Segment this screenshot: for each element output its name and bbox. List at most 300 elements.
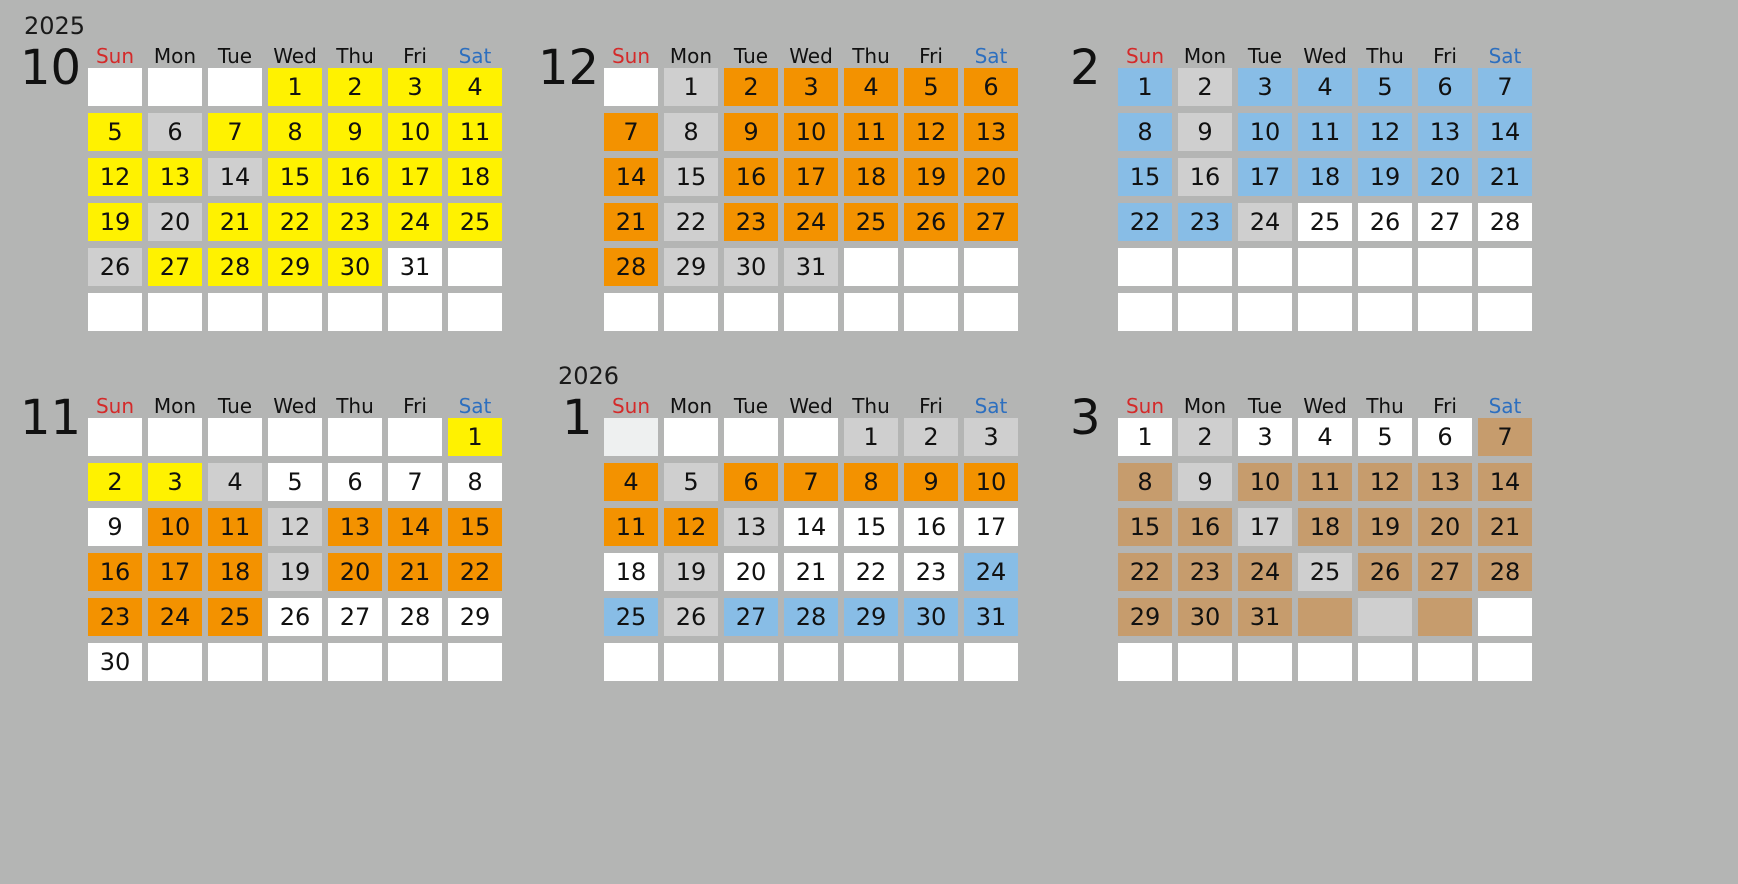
day-cell: 15 — [1118, 158, 1172, 196]
day-cell: 19 — [1358, 508, 1412, 546]
day-cell: 23 — [88, 598, 142, 636]
day-cell: 2 — [1178, 418, 1232, 456]
day-cell: 13 — [964, 113, 1018, 151]
empty-day-cell — [1118, 643, 1172, 681]
empty-day-cell — [964, 293, 1018, 331]
day-cell: 10 — [388, 113, 442, 151]
day-cell: 19 — [904, 158, 958, 196]
weekday-label-wed: Wed — [789, 44, 833, 68]
day-cell: 19 — [1358, 158, 1412, 196]
weekday-label-wed: Wed — [789, 394, 833, 418]
weekday-label-thu: Thu — [852, 394, 890, 418]
empty-day-cell — [1358, 248, 1412, 286]
empty-day-cell — [88, 68, 142, 106]
day-cell: 4 — [604, 463, 658, 501]
day-cell: 17 — [388, 158, 442, 196]
day-cell: 24 — [1238, 553, 1292, 591]
day-cell: 8 — [664, 113, 718, 151]
day-cell: 17 — [1238, 158, 1292, 196]
day-cell: 20 — [328, 553, 382, 591]
empty-day-cell — [904, 293, 958, 331]
weekday-label-mon: Mon — [669, 44, 713, 68]
empty-day-cell — [1478, 293, 1532, 331]
weekday-label-wed: Wed — [1303, 394, 1347, 418]
weekday-label-fri: Fri — [919, 394, 943, 418]
day-cell: 21 — [208, 203, 262, 241]
day-cell: 4 — [1298, 418, 1352, 456]
day-cell: 26 — [1358, 203, 1412, 241]
day-cell: 17 — [1238, 508, 1292, 546]
day-cell: 12 — [1358, 463, 1412, 501]
day-cell: 25 — [448, 203, 502, 241]
empty-day-cell — [208, 293, 262, 331]
weekday-label-fri: Fri — [403, 394, 427, 418]
day-cell: 14 — [784, 508, 838, 546]
empty-day-cell — [604, 68, 658, 106]
day-cell: 18 — [844, 158, 898, 196]
day-cell: 28 — [1478, 553, 1532, 591]
day-cell: 8 — [448, 463, 502, 501]
day-cell: 3 — [964, 418, 1018, 456]
day-cell: 6 — [1418, 418, 1472, 456]
day-cell: 18 — [208, 553, 262, 591]
empty-day-cell — [604, 418, 658, 456]
weekday-label-mon: Mon — [669, 394, 713, 418]
day-cell: 20 — [724, 553, 778, 591]
day-cell: 9 — [904, 463, 958, 501]
empty-day-cell — [88, 293, 142, 331]
empty-day-cell — [388, 418, 442, 456]
day-cell: 24 — [784, 203, 838, 241]
weekday-label-tue: Tue — [1247, 394, 1283, 418]
weekday-label-sat: Sat — [1488, 394, 1522, 418]
month-number: 1 — [562, 390, 593, 446]
day-cell: 19 — [664, 553, 718, 591]
day-cell: 15 — [448, 508, 502, 546]
weekday-label-mon: Mon — [1183, 394, 1227, 418]
day-cell: 28 — [784, 598, 838, 636]
day-cell: 13 — [1418, 463, 1472, 501]
empty-day-cell — [1418, 248, 1472, 286]
weekday-label-fri: Fri — [403, 44, 427, 68]
day-cell: 23 — [1178, 203, 1232, 241]
empty-day-cell — [208, 418, 262, 456]
day-cell: 8 — [268, 113, 322, 151]
weekday-label-tue: Tue — [733, 44, 769, 68]
weekday-label-sat: Sat — [458, 44, 492, 68]
day-cell: 5 — [268, 463, 322, 501]
empty-day-cell — [844, 643, 898, 681]
empty-day-cell — [1358, 598, 1412, 636]
day-cell: 7 — [604, 113, 658, 151]
day-cell: 14 — [1478, 463, 1532, 501]
day-cell: 23 — [904, 553, 958, 591]
empty-day-cell — [448, 293, 502, 331]
empty-day-cell — [388, 643, 442, 681]
day-cell: 27 — [1418, 203, 1472, 241]
day-cell: 13 — [328, 508, 382, 546]
day-cell: 24 — [388, 203, 442, 241]
empty-day-cell — [844, 248, 898, 286]
empty-day-cell — [1238, 293, 1292, 331]
day-cell: 7 — [1478, 68, 1532, 106]
day-cell: 11 — [208, 508, 262, 546]
weekday-label-thu: Thu — [336, 44, 374, 68]
empty-day-cell — [1298, 248, 1352, 286]
day-cell: 29 — [448, 598, 502, 636]
day-cell: 24 — [964, 553, 1018, 591]
day-cell: 12 — [904, 113, 958, 151]
day-cell: 14 — [1478, 113, 1532, 151]
day-cell: 30 — [724, 248, 778, 286]
day-cell: 20 — [148, 203, 202, 241]
day-cell: 28 — [1478, 203, 1532, 241]
day-cell: 3 — [1238, 68, 1292, 106]
day-cell: 3 — [784, 68, 838, 106]
day-cell: 13 — [724, 508, 778, 546]
empty-day-cell — [604, 643, 658, 681]
day-cell: 7 — [208, 113, 262, 151]
day-cell: 16 — [88, 553, 142, 591]
weekday-label-sat: Sat — [458, 394, 492, 418]
day-cell: 15 — [664, 158, 718, 196]
day-cell: 1 — [664, 68, 718, 106]
day-cell: 25 — [1298, 553, 1352, 591]
day-cell: 18 — [1298, 508, 1352, 546]
day-cell: 15 — [844, 508, 898, 546]
day-cell: 31 — [1238, 598, 1292, 636]
weekday-label-sat: Sat — [974, 44, 1008, 68]
day-cell: 5 — [904, 68, 958, 106]
day-cell: 20 — [964, 158, 1018, 196]
day-cell: 26 — [268, 598, 322, 636]
weekday-label-fri: Fri — [919, 44, 943, 68]
day-cell: 1 — [268, 68, 322, 106]
day-cell: 30 — [904, 598, 958, 636]
weekday-label-sat: Sat — [974, 394, 1008, 418]
day-cell: 10 — [1238, 113, 1292, 151]
day-cell: 27 — [724, 598, 778, 636]
empty-day-cell — [904, 643, 958, 681]
weekday-label-fri: Fri — [1433, 44, 1457, 68]
month-number: 11 — [20, 390, 82, 446]
day-cell: 4 — [1298, 68, 1352, 106]
day-cell: 22 — [844, 553, 898, 591]
day-cell: 16 — [904, 508, 958, 546]
day-cell: 18 — [604, 553, 658, 591]
day-cell: 15 — [268, 158, 322, 196]
weekday-label-sun: Sun — [95, 44, 135, 68]
day-cell: 10 — [964, 463, 1018, 501]
day-cell: 6 — [964, 68, 1018, 106]
day-cell: 14 — [388, 508, 442, 546]
day-cell: 3 — [1238, 418, 1292, 456]
empty-day-cell — [1178, 643, 1232, 681]
day-cell: 29 — [268, 248, 322, 286]
month-number: 12 — [538, 40, 600, 96]
day-cell: 26 — [664, 598, 718, 636]
day-cell: 11 — [1298, 463, 1352, 501]
day-cell: 22 — [1118, 203, 1172, 241]
day-cell: 3 — [148, 463, 202, 501]
day-cell: 25 — [208, 598, 262, 636]
weekday-label-sun: Sun — [611, 394, 651, 418]
day-cell: 25 — [844, 203, 898, 241]
weekday-label-tue: Tue — [217, 394, 253, 418]
day-cell: 18 — [448, 158, 502, 196]
empty-day-cell — [664, 643, 718, 681]
day-cell: 13 — [1418, 113, 1472, 151]
day-cell: 5 — [1358, 418, 1412, 456]
weekday-label-wed: Wed — [273, 394, 317, 418]
empty-day-cell — [1118, 293, 1172, 331]
empty-day-cell — [844, 293, 898, 331]
day-cell: 5 — [664, 463, 718, 501]
day-cell: 21 — [1478, 508, 1532, 546]
day-cell: 18 — [1298, 158, 1352, 196]
day-cell: 27 — [148, 248, 202, 286]
day-cell: 11 — [448, 113, 502, 151]
empty-day-cell — [268, 293, 322, 331]
weekday-label-wed: Wed — [273, 44, 317, 68]
day-cell: 27 — [1418, 553, 1472, 591]
day-cell: 22 — [448, 553, 502, 591]
weekday-label-sun: Sun — [1125, 394, 1165, 418]
day-cell: 21 — [1478, 158, 1532, 196]
day-cell: 6 — [1418, 68, 1472, 106]
day-cell: 6 — [328, 463, 382, 501]
weekday-label-mon: Mon — [153, 394, 197, 418]
day-cell: 28 — [604, 248, 658, 286]
month-number: 10 — [20, 40, 82, 96]
day-cell: 15 — [1118, 508, 1172, 546]
day-cell: 8 — [1118, 463, 1172, 501]
day-cell: 17 — [964, 508, 1018, 546]
weekday-label-tue: Tue — [733, 394, 769, 418]
empty-day-cell — [208, 643, 262, 681]
day-cell: 1 — [448, 418, 502, 456]
weekday-label-fri: Fri — [1433, 394, 1457, 418]
day-cell: 9 — [328, 113, 382, 151]
empty-day-cell — [328, 293, 382, 331]
day-cell: 21 — [604, 203, 658, 241]
empty-day-cell — [388, 293, 442, 331]
day-cell: 26 — [1358, 553, 1412, 591]
day-cell: 6 — [148, 113, 202, 151]
day-cell: 27 — [328, 598, 382, 636]
weekday-label-sun: Sun — [95, 394, 135, 418]
weekday-label-thu: Thu — [852, 44, 890, 68]
empty-day-cell — [724, 293, 778, 331]
day-cell: 19 — [268, 553, 322, 591]
day-cell: 3 — [388, 68, 442, 106]
day-cell: 16 — [1178, 158, 1232, 196]
empty-day-cell — [1298, 598, 1352, 636]
empty-day-cell — [328, 418, 382, 456]
day-cell: 19 — [88, 203, 142, 241]
day-cell: 16 — [724, 158, 778, 196]
empty-day-cell — [1178, 248, 1232, 286]
weekday-label-mon: Mon — [153, 44, 197, 68]
empty-day-cell — [904, 248, 958, 286]
day-cell: 22 — [268, 203, 322, 241]
day-cell: 6 — [724, 463, 778, 501]
empty-day-cell — [268, 418, 322, 456]
day-cell: 2 — [724, 68, 778, 106]
empty-day-cell — [724, 643, 778, 681]
weekday-label-sun: Sun — [1125, 44, 1165, 68]
day-cell: 26 — [904, 203, 958, 241]
day-cell: 22 — [664, 203, 718, 241]
day-cell: 30 — [1178, 598, 1232, 636]
empty-day-cell — [1238, 643, 1292, 681]
day-cell: 30 — [328, 248, 382, 286]
day-cell: 29 — [844, 598, 898, 636]
empty-day-cell — [1478, 598, 1532, 636]
empty-day-cell — [604, 293, 658, 331]
day-cell: 9 — [88, 508, 142, 546]
day-cell: 1 — [844, 418, 898, 456]
empty-day-cell — [1358, 643, 1412, 681]
empty-day-cell — [208, 68, 262, 106]
day-cell: 11 — [1298, 113, 1352, 151]
empty-day-cell — [964, 248, 1018, 286]
day-cell: 2 — [328, 68, 382, 106]
empty-day-cell — [664, 293, 718, 331]
empty-day-cell — [1298, 643, 1352, 681]
year-label-2026: 2026 — [558, 362, 620, 390]
empty-day-cell — [964, 643, 1018, 681]
day-cell: 21 — [784, 553, 838, 591]
weekday-label-thu: Thu — [1366, 394, 1404, 418]
day-cell: 22 — [1118, 553, 1172, 591]
weekday-label-tue: Tue — [217, 44, 253, 68]
day-cell: 10 — [784, 113, 838, 151]
day-cell: 4 — [844, 68, 898, 106]
empty-day-cell — [1418, 293, 1472, 331]
day-cell: 31 — [964, 598, 1018, 636]
weekday-label-mon: Mon — [1183, 44, 1227, 68]
empty-day-cell — [88, 418, 142, 456]
empty-day-cell — [784, 418, 838, 456]
day-cell: 17 — [784, 158, 838, 196]
day-cell: 21 — [388, 553, 442, 591]
day-cell: 12 — [88, 158, 142, 196]
day-cell: 9 — [1178, 113, 1232, 151]
day-cell: 31 — [784, 248, 838, 286]
empty-day-cell — [1418, 643, 1472, 681]
day-cell: 27 — [964, 203, 1018, 241]
day-cell: 20 — [1418, 508, 1472, 546]
day-cell: 14 — [604, 158, 658, 196]
day-cell: 13 — [148, 158, 202, 196]
day-cell: 31 — [388, 248, 442, 286]
empty-day-cell — [1358, 293, 1412, 331]
empty-day-cell — [448, 643, 502, 681]
day-cell: 12 — [664, 508, 718, 546]
day-cell: 8 — [844, 463, 898, 501]
empty-day-cell — [148, 293, 202, 331]
day-cell: 24 — [1238, 203, 1292, 241]
day-cell: 7 — [388, 463, 442, 501]
day-cell: 5 — [1358, 68, 1412, 106]
day-cell: 23 — [328, 203, 382, 241]
day-cell: 14 — [208, 158, 262, 196]
day-cell: 30 — [88, 643, 142, 681]
day-cell: 2 — [88, 463, 142, 501]
empty-day-cell — [784, 643, 838, 681]
empty-day-cell — [268, 643, 322, 681]
day-cell: 10 — [148, 508, 202, 546]
empty-day-cell — [1118, 248, 1172, 286]
empty-day-cell — [1298, 293, 1352, 331]
empty-day-cell — [664, 418, 718, 456]
day-cell: 11 — [844, 113, 898, 151]
day-cell: 8 — [1118, 113, 1172, 151]
day-cell: 20 — [1418, 158, 1472, 196]
year-label-2025: 2025 — [24, 12, 86, 40]
day-cell: 7 — [1478, 418, 1532, 456]
empty-day-cell — [1478, 248, 1532, 286]
empty-day-cell — [328, 643, 382, 681]
day-cell: 24 — [148, 598, 202, 636]
day-cell: 17 — [148, 553, 202, 591]
day-cell: 23 — [1178, 553, 1232, 591]
day-cell: 11 — [604, 508, 658, 546]
weekday-label-wed: Wed — [1303, 44, 1347, 68]
day-cell: 29 — [1118, 598, 1172, 636]
day-cell: 25 — [604, 598, 658, 636]
day-cell: 23 — [724, 203, 778, 241]
empty-day-cell — [148, 68, 202, 106]
month-number: 3 — [1070, 390, 1101, 446]
weekday-label-sun: Sun — [611, 44, 651, 68]
empty-day-cell — [724, 418, 778, 456]
day-cell: 16 — [1178, 508, 1232, 546]
day-cell: 28 — [388, 598, 442, 636]
empty-day-cell — [784, 293, 838, 331]
weekday-label-thu: Thu — [1366, 44, 1404, 68]
day-cell: 12 — [1358, 113, 1412, 151]
empty-day-cell — [448, 248, 502, 286]
empty-day-cell — [1178, 293, 1232, 331]
empty-day-cell — [1478, 643, 1532, 681]
month-number: 2 — [1070, 40, 1101, 96]
day-cell: 9 — [1178, 463, 1232, 501]
day-cell: 12 — [268, 508, 322, 546]
day-cell: 2 — [1178, 68, 1232, 106]
weekday-label-thu: Thu — [336, 394, 374, 418]
day-cell: 29 — [664, 248, 718, 286]
weekday-label-sat: Sat — [1488, 44, 1522, 68]
day-cell: 7 — [784, 463, 838, 501]
day-cell: 4 — [208, 463, 262, 501]
day-cell: 1 — [1118, 68, 1172, 106]
day-cell: 2 — [904, 418, 958, 456]
day-cell: 1 — [1118, 418, 1172, 456]
day-cell: 4 — [448, 68, 502, 106]
day-cell: 16 — [328, 158, 382, 196]
day-cell: 28 — [208, 248, 262, 286]
empty-day-cell — [1418, 598, 1472, 636]
day-cell: 25 — [1298, 203, 1352, 241]
day-cell: 5 — [88, 113, 142, 151]
empty-day-cell — [1238, 248, 1292, 286]
day-cell: 9 — [724, 113, 778, 151]
empty-day-cell — [148, 643, 202, 681]
day-cell: 26 — [88, 248, 142, 286]
weekday-label-tue: Tue — [1247, 44, 1283, 68]
